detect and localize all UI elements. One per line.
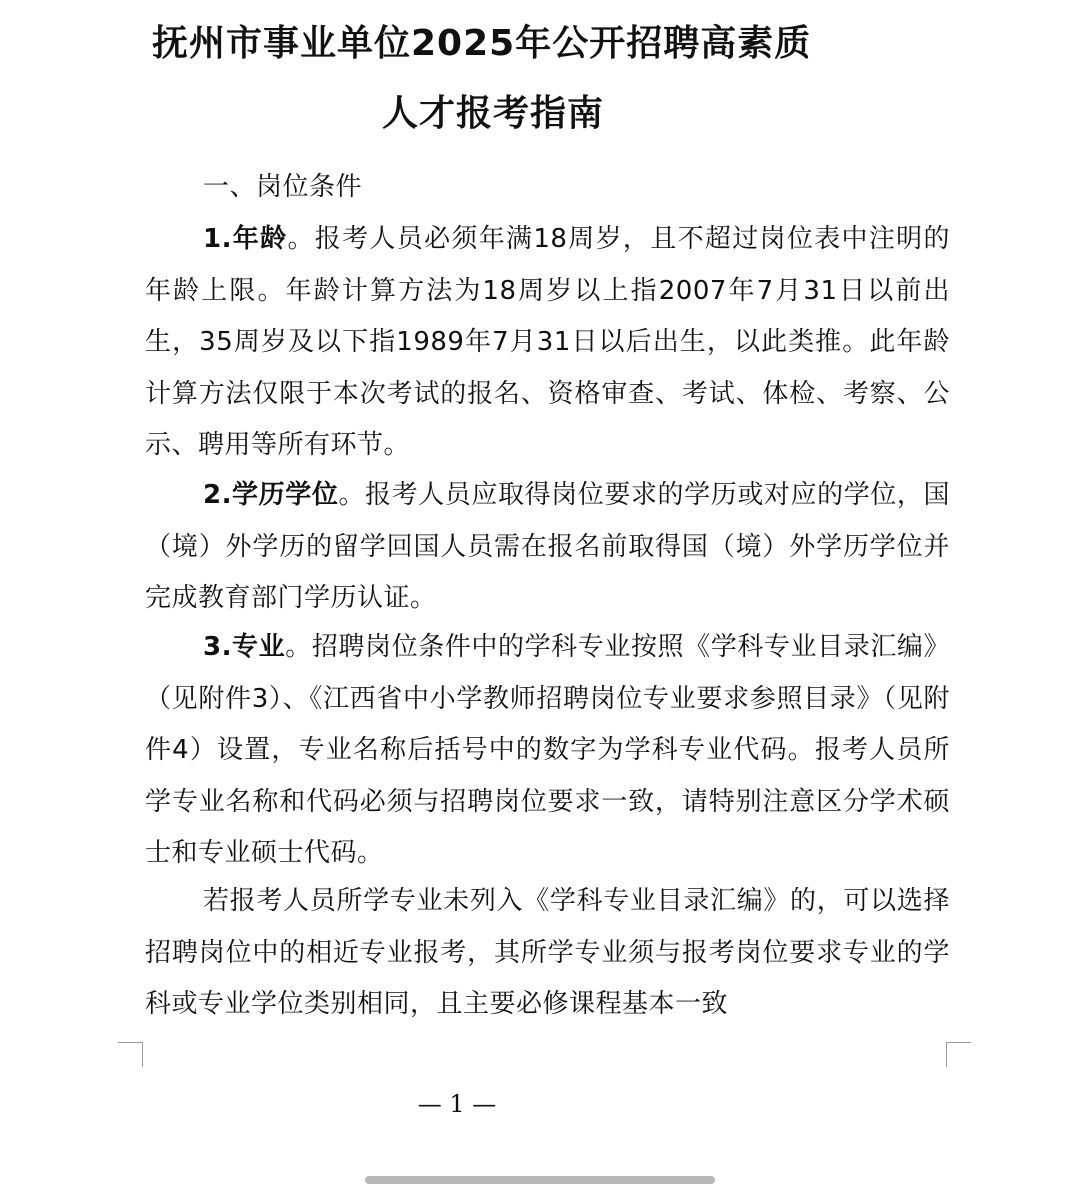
page-corner-mark-left bbox=[118, 1042, 143, 1067]
paragraph-text-age: 。报考人员必须年满18周岁，且不超过岗位表中注明的年龄上限。年龄计算方法为18周岁以上指2007年7月31日以前出生，35周岁及以下指1989年7月31日以后出生，以此类推。此年龄计算方法仅限于本次考试的报名、资格审查、考试、体检、考察、公示、聘用等所有环节。 bbox=[145, 224, 951, 460]
paragraph-age bbox=[145, 214, 950, 472]
paragraph-label-education: 2.学历学位 bbox=[203, 480, 339, 510]
section-heading: 一、岗位条件 bbox=[203, 172, 363, 202]
paragraph-education bbox=[145, 470, 950, 625]
document-title-line-2: 人才报考指南 bbox=[382, 93, 605, 134]
document-title-line-1: 抚州市事业单位2025年公开招聘高素质 bbox=[152, 23, 812, 64]
page-number: — 1 — bbox=[417, 1090, 497, 1118]
paragraph-text-education: 。报考人员应取得岗位要求的学历或对应的学位，国（境）外学历的留学回国人员需在报名前取得国（境）外学历学位并完成教育部门学历认证。 bbox=[145, 480, 950, 613]
paragraph-similar-major: 若报考人员所学专业未列入《学科专业目录汇编》的，可以选择招聘岗位中的相近专业报考，其所学专业须与报考岗位要求专业的学科或专业学位类别相同，且主要必修课程基本一致 bbox=[145, 886, 950, 1019]
paragraph-text-major: 。招聘岗位条件中的学科专业按照《学科专业目录汇编》（见附件3）、《江西省中小学教师招聘岗位专业要求参照目录》（见附件4）设置，专业名称后括号中的数字为学科专业代码。报考人员所学专业名称和代码必须与招聘岗位要求一致，请特别注意区分学术硕士和专业硕士代码。 bbox=[145, 632, 950, 868]
paragraph-label-age: 1.年龄 bbox=[203, 224, 288, 254]
home-indicator-bar[interactable] bbox=[365, 1176, 715, 1184]
page-corner-mark-right bbox=[946, 1042, 971, 1067]
paragraph-label-major: 3.专业 bbox=[203, 632, 286, 662]
paragraph-major bbox=[145, 622, 950, 880]
